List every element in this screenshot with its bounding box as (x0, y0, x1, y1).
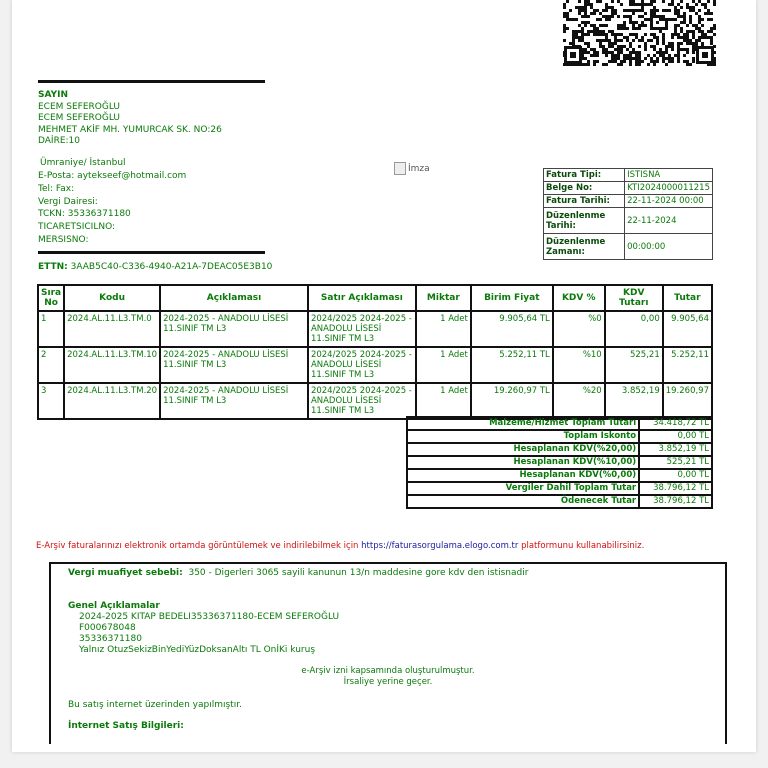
col-header: Miktar (416, 285, 471, 311)
col-header: Kodu (64, 285, 160, 311)
qr-code (563, 0, 716, 66)
buyer-mersis: MERSISNO: (38, 235, 89, 245)
total-label: Vergiler Dahil Toplam Tutar (407, 482, 639, 495)
cell: 9.905,64 (663, 311, 712, 347)
col-header: Birim Fiyat (471, 285, 553, 311)
exemption-text: 350 - Digerleri 3065 sayili kanunun 13/n maddesine gore kdv den istisnadir (188, 568, 529, 578)
invoice-info-table (543, 168, 713, 260)
cell: 19.260,97 (663, 383, 712, 419)
buyer-heading: SAYIN (38, 90, 68, 100)
total-label: Ödenecek Tutar (407, 495, 639, 508)
cell: 5.252,11 TL (471, 347, 553, 383)
notice-text: E-Arşiv faturalarınızı elektronik ortamda görüntülemek ve indirilebilmek için (36, 541, 362, 551)
earsiv-notice (36, 541, 644, 551)
info-label: Fatura Tipi: (544, 169, 625, 182)
cell: %10 (553, 347, 605, 383)
table-row (38, 383, 712, 419)
broken-image-icon (394, 162, 406, 175)
info-label: Düzenlenme Tarihi: (544, 208, 625, 234)
col-header: KDV % (553, 285, 605, 311)
total-value: 0,00 TL (639, 430, 712, 443)
info-row (544, 182, 713, 195)
exemption-label: Vergi muafiyet sebebi: (68, 568, 183, 578)
buyer-email: E-Posta: aytekseef@hotmail.com (38, 171, 187, 181)
buyer-tax-office: Vergi Dairesi: (38, 197, 98, 207)
cell: 2024-2025 - ANADOLU LİSESİ 11.SINIF TM L3 (160, 383, 308, 419)
info-label: Düzenlenme Zamanı: (544, 234, 625, 260)
cell: 2024/2025 2024-2025 - ANADOLU LİSESİ 11.SINIF TM L3 (308, 383, 416, 419)
general-heading: Genel Açıklamalar (68, 601, 160, 611)
info-row (544, 208, 713, 234)
info-value: KTI2024000011215 (625, 182, 713, 195)
col-header: Açıklaması (160, 285, 308, 311)
total-label: Hesaplanan KDV(%10,00) (407, 456, 639, 469)
info-label: Belge No: (544, 182, 625, 195)
col-header: KDV Tutarı (605, 285, 663, 311)
info-row (544, 234, 713, 260)
internet-sale-line: Bu satış internet üzerinden yapılmıştır. (68, 700, 242, 710)
ettn-line (38, 261, 272, 273)
total-label: Toplam İskonto (407, 430, 639, 443)
info-row (544, 195, 713, 208)
total-value: 525,21 TL (639, 456, 712, 469)
signature-image (394, 162, 430, 175)
cell: 1 Adet (416, 347, 471, 383)
cell: 2 (38, 347, 64, 383)
notice-link[interactable]: https://faturasorgulama.elogo.com.tr (361, 541, 519, 551)
items-table (37, 284, 713, 420)
total-value: 0,00 TL (639, 469, 712, 482)
signature-alt-text: İmza (408, 163, 430, 174)
col-header: Satır Açıklaması (308, 285, 416, 311)
buyer-trade-reg: TICARETSICILNO: (38, 222, 116, 232)
cell: 1 Adet (416, 311, 471, 347)
general-line: 2024-2025 KITAP BEDELI35336371180-ECEM SEFEROĞLU (79, 612, 340, 622)
bottom-rule (38, 251, 265, 254)
cell: 3.852,19 (605, 383, 663, 419)
cell: 9.905,64 TL (471, 311, 553, 347)
total-label: Hesaplanan KDV(%20,00) (407, 443, 639, 456)
totals-row (407, 482, 712, 495)
totals-row (407, 417, 712, 430)
ettn-value: 3AAB5C40-C336-4940-A21A-7DEAC05E3B10 (70, 262, 273, 272)
total-value: 38.796,12 TL (639, 482, 712, 495)
info-row (544, 169, 713, 182)
items-header-row (38, 285, 712, 311)
info-label: Fatura Tarihi: (544, 195, 625, 208)
cell: 2024.AL.11.L3.TM.0 (64, 311, 160, 347)
general-line: 35336371180 (79, 634, 142, 644)
col-header: Tutar (663, 285, 712, 311)
totals-row (407, 469, 712, 482)
cell: 2024.AL.11.L3.TM.10 (64, 347, 160, 383)
cell: 2024/2025 2024-2025 - ANADOLU LİSESİ 11.SINIF TM L3 (308, 347, 416, 383)
cell: %0 (553, 311, 605, 347)
buyer-address: MEHMET AKİF MH. YUMURCAK SK. NO:26 (38, 125, 222, 135)
cell: 2024-2025 - ANADOLU LİSESİ 11.SINIF TM L3 (160, 311, 308, 347)
invoice-page (12, 0, 756, 752)
cell: 2024-2025 - ANADOLU LİSESİ 11.SINIF TM L3 (160, 347, 308, 383)
buyer-name: ECEM SEFEROĞLU (38, 102, 121, 112)
total-label: Malzeme/Hizmet Toplam Tutarı (407, 417, 639, 430)
earsiv-line: İrsaliye yerine geçer. (343, 677, 433, 687)
cell: %20 (553, 383, 605, 419)
table-row (38, 347, 712, 383)
table-row (38, 311, 712, 347)
totals-row (407, 495, 712, 508)
total-label: Hesaplanan KDV(%0,00) (407, 469, 639, 482)
general-line: Yalnız OtuzSekizBinYediYüzDoksanAltı TL OnİKi kuruş (79, 645, 316, 655)
total-value: 34.418,72 TL (639, 417, 712, 430)
top-rule (38, 80, 265, 83)
buyer-name-2: ECEM SEFEROĞLU (38, 113, 121, 123)
total-value: 38.796,12 TL (639, 495, 712, 508)
totals-row (407, 456, 712, 469)
buyer-city: Ümraniye/ İstanbul (40, 158, 126, 168)
buyer-tckn: TCKN: 35336371180 (38, 209, 131, 219)
total-value: 3.852,19 TL (639, 443, 712, 456)
info-value: 22-11-2024 (625, 208, 713, 234)
cell: 525,21 (605, 347, 663, 383)
cell: 2024/2025 2024-2025 - ANADOLU LİSESİ 11.SINIF TM L3 (308, 311, 416, 347)
cell: 1 Adet (416, 383, 471, 419)
totals-table (406, 416, 713, 509)
ettn-label: ETTN: (38, 262, 68, 272)
info-value: 00:00:00 (625, 234, 713, 260)
cell: 1 (38, 311, 64, 347)
general-line: F000678048 (79, 623, 136, 633)
totals-row (407, 443, 712, 456)
info-value: 22-11-2024 00:00 (625, 195, 713, 208)
col-header: Sıra No (38, 285, 64, 311)
notice-text-end: platformunu kullanabilirsiniz. (518, 541, 645, 551)
cell: 2024.AL.11.L3.TM.20 (64, 383, 160, 419)
info-value: ISTISNA (625, 169, 713, 182)
cell: 3 (38, 383, 64, 419)
earsiv-line: e-Arşiv izni kapsamında oluşturulmuştur. (301, 666, 475, 676)
internet-heading: İnternet Satış Bilgileri: (68, 721, 184, 731)
cell: 19.260,97 TL (471, 383, 553, 419)
notes-box (49, 562, 727, 744)
exemption-line (68, 567, 528, 579)
cell: 0,00 (605, 311, 663, 347)
buyer-address-2: DAİRE:10 (38, 136, 81, 146)
buyer-tel: Tel: Fax: (38, 184, 75, 194)
cell: 5.252,11 (663, 347, 712, 383)
totals-row (407, 430, 712, 443)
